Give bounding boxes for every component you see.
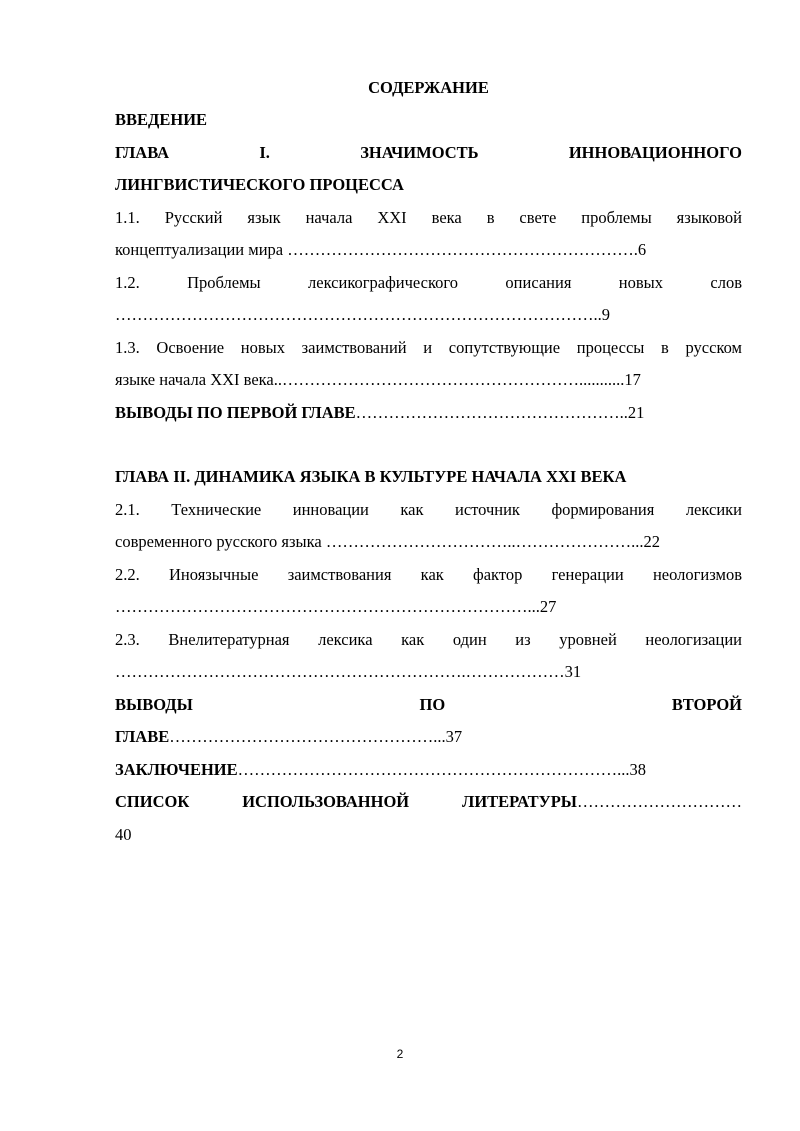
toc-references-label: СПИСОК ИСПОЛЬЗОВАННОЙ ЛИТЕРАТУРЫ bbox=[115, 792, 577, 811]
toc-section-2-2-line-1: 2.2. Иноязычные заимствования как фактор генерации неологизмов bbox=[115, 564, 742, 584]
toc-conclusion-page: ……………………………………………………………...38 bbox=[237, 759, 646, 779]
toc-chapter-2: ГЛАВА II. ДИНАМИКА ЯЗЫКА В КУЛЬТУРЕ НАЧАЛА XXI ВЕКА bbox=[115, 467, 627, 486]
toc-conclusion bbox=[115, 754, 742, 787]
toc-chapter-2-conclusions-label: ГЛАВЕ bbox=[115, 727, 170, 746]
toc-section-1-1-line-2: концептуализации мира ……………………………………………………….6 bbox=[115, 240, 647, 259]
table-of-contents bbox=[115, 72, 742, 851]
toc-section-1-2-line-1: 1.2. Проблемы лексикографического описания новых слов bbox=[115, 272, 742, 292]
toc-section-2-1-line-2: современного русского языка ……………………………..…………………...22 bbox=[115, 532, 660, 551]
toc-intro: ВВЕДЕНИЕ bbox=[115, 110, 208, 129]
toc-chapter-2-conclusions-line-2 bbox=[115, 721, 742, 754]
toc-section-2-3-line-1: 2.3. Внелитературная лексика как один из уровней неологизации bbox=[115, 629, 742, 649]
toc-references-page: 40 bbox=[115, 824, 132, 844]
toc-chapter-1-conclusions-label: ВЫВОДЫ ПО ПЕРВОЙ ГЛАВЕ bbox=[115, 402, 356, 422]
toc-references-dots: ………………………… bbox=[577, 792, 742, 811]
toc-conclusion-label: ЗАКЛЮЧЕНИЕ bbox=[115, 759, 238, 779]
toc-chapter-1-line-1: ГЛАВА I. ЗНАЧИМОСТЬ ИННОВАЦИОННОГО bbox=[115, 142, 742, 162]
toc-section-2-2-line-2: …………………………………………………………………...27 bbox=[115, 597, 557, 616]
toc-section-1-1-line-1: 1.1. Русский язык начала XXI века в свете проблемы языковой bbox=[115, 207, 742, 227]
page-number: 2 bbox=[396, 1047, 404, 1061]
toc-section-1-2-line-2: ……………………………………………………………………………..9 bbox=[115, 305, 610, 324]
toc-references bbox=[115, 786, 742, 819]
spacer bbox=[115, 429, 742, 461]
toc-chapter-1-conclusions-page: …………………………………………..21 bbox=[355, 402, 645, 422]
toc-chapter-1-line-2: ЛИНГВИСТИЧЕСКОГО ПРОЦЕССА bbox=[115, 175, 404, 194]
toc-chapter-1-conclusions bbox=[115, 397, 742, 430]
toc-section-1-3-line-1: 1.3. Освоение новых заимствований и сопутствующие процессы в русском bbox=[115, 337, 742, 357]
toc-section-2-3-line-2: ……………………………………………………….………………31 bbox=[115, 662, 582, 681]
toc-section-1-3-line-2: языке начала XXI века..………………………………………………...........17 bbox=[115, 370, 641, 389]
toc-chapter-2-conclusions-page: …………………………………………...37 bbox=[169, 727, 463, 746]
toc-section-2-1-line-1: 2.1. Технические инновации как источник формирования лексики bbox=[115, 499, 742, 519]
toc-chapter-2-conclusions-line-1: ВЫВОДЫ ПО ВТОРОЙ bbox=[115, 694, 742, 714]
toc-title: СОДЕРЖАНИЕ bbox=[368, 78, 489, 97]
